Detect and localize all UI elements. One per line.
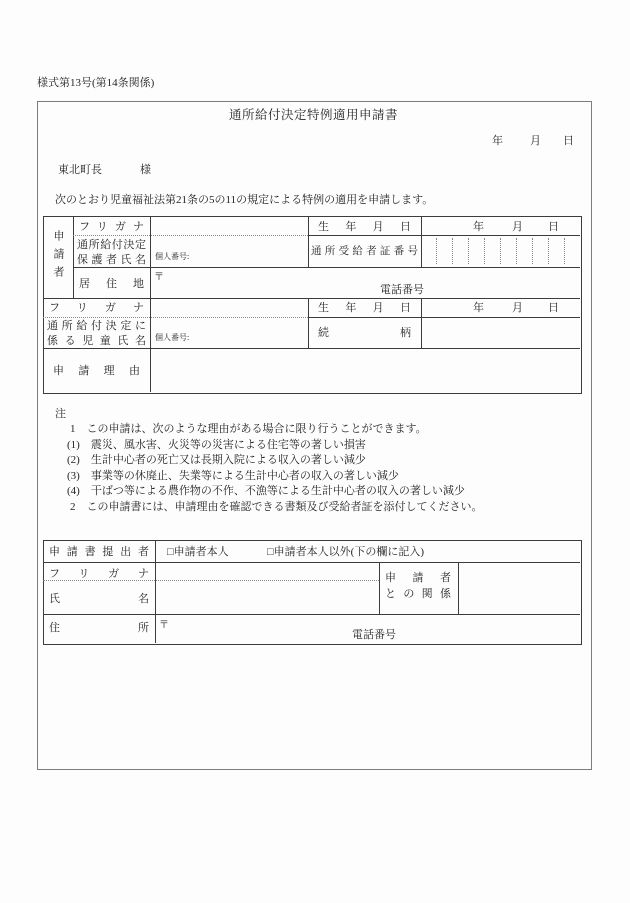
reason-field[interactable] [151, 349, 579, 391]
applicant-birth-month-label: 月 [512, 221, 523, 233]
applicant-group-label-cell [43, 216, 73, 298]
certificate-number-cell[interactable] [453, 238, 469, 264]
applicant-postal-mark: 〒 [154, 272, 164, 283]
applicant-name-label-1: 通所給付決定 [77, 239, 146, 251]
table1-vline-group [73, 216, 74, 298]
checkbox-self-label: 申請者本人 [173, 546, 229, 558]
certificate-number-cell[interactable] [565, 238, 580, 264]
checkbox-other-label: 申請者本人以外(下の欄に記入) [273, 546, 424, 558]
note-line-4: (3) 事業等の休廃止、失業等による生計中心者の収入の著しい減少 [67, 470, 399, 482]
table2-vline-mid [379, 562, 380, 614]
addressee: 東北町長 [58, 164, 102, 176]
relationship-label: 続柄 [318, 327, 411, 339]
applicant-residence-field[interactable] [151, 268, 579, 297]
form-number: 様式第13号(第14条関係) [37, 77, 155, 89]
note-line-1: 1 この申請は、次のような理由がある場合に限り行うことができます。 [70, 423, 427, 435]
applicant-furigana-field[interactable] [151, 217, 307, 234]
submitter-furigana-field[interactable] [156, 563, 378, 579]
certificate-number-cell[interactable] [485, 238, 501, 264]
child-furigana-field[interactable] [151, 299, 307, 316]
submitter-relation-label-1: 申請者 [385, 572, 451, 584]
submitter-relation-label-2: との関係 [385, 588, 451, 600]
checkbox-option-other[interactable] [267, 545, 424, 559]
child-birth-label: 生年月日 [318, 302, 411, 314]
note-line-2: (1) 震災、風水害、火災等の災害による住宅等の著しい損害 [67, 439, 366, 451]
child-name-label-2: 係る児童氏名 [47, 335, 146, 347]
certificate-number-cell[interactable] [549, 238, 565, 264]
form-title: 通所給付決定特例適用申請書 [228, 108, 398, 122]
submitter-label: 申請書提出者 [49, 546, 149, 558]
application-date-field[interactable] [430, 130, 580, 150]
note-line-6: 2 この申請書には、申請理由を確認できる書類及び受給者証を添付してください。 [70, 501, 483, 513]
note-line-5: (4) 干ばつ等による農作物の不作、不漁等による生計中心者の収入の著しい減少 [67, 485, 465, 497]
child-name-label-1: 通所給付決定に [47, 320, 146, 332]
applicant-group-label: 申請者 [52, 230, 64, 284]
applicant-birth-year-label: 年 [473, 221, 484, 233]
addressee-honorific: 様 [140, 164, 151, 176]
submitter-furigana-label: フリガナ [49, 568, 149, 580]
certificate-number-cells[interactable] [421, 238, 580, 264]
submitter-relation-field[interactable] [459, 563, 579, 613]
certificate-number-label: 通所受給者証番号 [311, 246, 418, 257]
submitter-postal-mark: 〒 [159, 620, 169, 631]
table1-hline-birth1 [308, 235, 580, 236]
checkbox-other-icon[interactable]: □ [267, 546, 274, 558]
certificate-number-cell[interactable] [437, 238, 453, 264]
certificate-number-cell[interactable] [469, 238, 485, 264]
submitter-name-label: 氏名 [49, 593, 149, 605]
checkbox-self-icon[interactable]: □ [167, 546, 174, 558]
applicant-birth-label: 生年月日 [318, 221, 411, 233]
date-year-label: 年 [492, 135, 503, 147]
applicant-personal-number-label: 個人番号: [155, 252, 190, 261]
child-furigana-label: フリガナ [49, 302, 144, 314]
note-line-3: (2) 生計中心者の死亡又は長期入院による収入の著しい減少 [67, 454, 366, 466]
reason-label: 申請理由 [53, 365, 140, 377]
applicant-residence-label: 居住地 [79, 278, 144, 290]
certificate-number-cell[interactable] [501, 238, 517, 264]
relationship-field[interactable] [422, 318, 579, 347]
child-birth-month-label: 月 [512, 302, 523, 314]
table1-vline-mid-b [308, 298, 309, 348]
child-birth-day-label: 日 [548, 302, 559, 314]
submitter-address-label: 住所 [49, 622, 149, 634]
date-month-label: 月 [530, 135, 541, 147]
checkbox-option-self[interactable] [167, 545, 229, 559]
date-day-label: 日 [563, 135, 574, 147]
certificate-number-cell[interactable] [533, 238, 549, 264]
submitter-phone-label: 電話番号 [352, 629, 396, 641]
certificate-number-cell[interactable] [421, 238, 437, 264]
applicant-name-field[interactable] [151, 236, 307, 266]
child-name-field[interactable] [151, 318, 307, 347]
applicant-name-label-2: 保護者氏名 [77, 254, 146, 266]
child-birth-year-label: 年 [473, 302, 484, 314]
certificate-number-cell[interactable] [517, 238, 533, 264]
applicant-phone-label: 電話番号 [380, 284, 424, 296]
applicant-birth-day-label: 日 [548, 221, 559, 233]
applicant-furigana-label: フリガナ [79, 221, 144, 233]
table1-vline-mid-a [308, 216, 309, 267]
notes-heading: 注 [55, 408, 66, 420]
submitter-name-field[interactable] [156, 581, 378, 613]
child-personal-number-label: 個人番号: [155, 333, 190, 342]
intro-sentence: 次のとおり児童福祉法第21条の5の11の規定による特例の適用を申請します。 [55, 194, 434, 206]
